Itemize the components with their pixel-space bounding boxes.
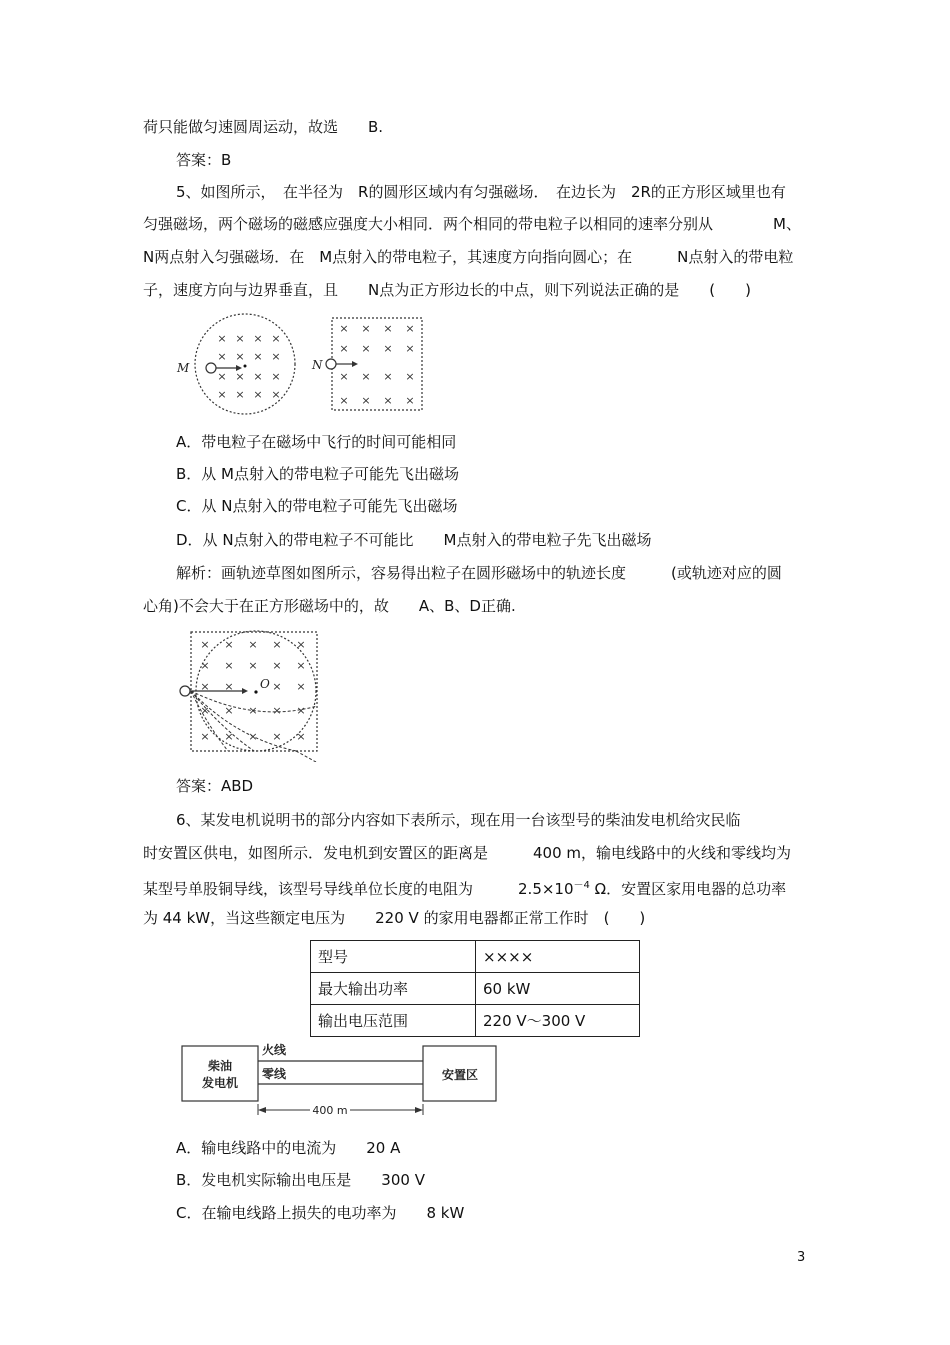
label-o: O [260, 677, 270, 691]
svg-text:×: × [405, 370, 415, 383]
answer-line: 答案：B [176, 151, 232, 169]
question-6-line: 时安置区供电，如图所示．发电机到安置区的距离是 400 m，输电线路中的火线和零线均为 [143, 844, 792, 862]
option-a: A．带电粒子在磁场中飞行的时间可能相同 [176, 433, 457, 451]
text-segment: 某型号单股铜导线，该型号导线单位长度的电阻为 2.5×10 [143, 880, 574, 898]
question-5-line: 匀强磁场，两个磁场的磁感应强度大小相同．两个相同的带电粒子以相同的速率分别从 M、 [143, 215, 801, 233]
table-cell: 60 kW [476, 973, 640, 1005]
figure-magnetic-fields [172, 312, 434, 416]
svg-text:×: × [224, 704, 234, 717]
svg-text:×: × [361, 394, 371, 407]
svg-text:×: × [296, 659, 306, 672]
svg-text:×: × [383, 342, 393, 355]
text-segment: Ω．安置区家用电器的总功率 [589, 880, 787, 898]
svg-text:×: × [405, 322, 415, 335]
table-cell: 220 V～300 V [476, 1005, 640, 1037]
svg-text:×: × [253, 370, 263, 383]
table-cell: 型号 [311, 941, 476, 973]
table-cell: 最大输出功率 [311, 973, 476, 1005]
svg-text:×: × [339, 394, 349, 407]
svg-text:×: × [200, 730, 210, 743]
zone-label: 安置区 [441, 1068, 479, 1082]
svg-text:×: × [200, 638, 210, 651]
figure-trajectories [176, 628, 326, 762]
svg-text:×: × [383, 370, 393, 383]
svg-text:×: × [235, 370, 245, 383]
svg-text:×: × [248, 659, 258, 672]
svg-text:×: × [339, 342, 349, 355]
svg-text:×: × [224, 680, 234, 693]
svg-text:×: × [200, 659, 210, 672]
svg-text:×: × [271, 370, 281, 383]
svg-text:×: × [253, 350, 263, 363]
svg-text:×: × [405, 394, 415, 407]
svg-text:×: × [217, 332, 227, 345]
question-5-line: 5、如图所示， 在半径为 R的圆形区域内有匀强磁场． 在边长为 2R的正方形区域里也有 [176, 183, 786, 201]
answer-line: 答案：ABD [176, 777, 254, 795]
figure-circuit [180, 1040, 500, 1120]
label-m: M [177, 361, 190, 375]
neutral-wire-label: 零线 [262, 1067, 287, 1081]
svg-text:×: × [361, 370, 371, 383]
svg-text:×: × [361, 322, 371, 335]
svg-text:×: × [248, 638, 258, 651]
svg-text:×: × [200, 680, 210, 693]
svg-text:×: × [224, 730, 234, 743]
svg-text:×: × [235, 388, 245, 401]
svg-text:×: × [235, 332, 245, 345]
generator-label: 发电机 [201, 1076, 239, 1090]
svg-text:×: × [296, 680, 306, 693]
distance-label: 400 m [312, 1104, 348, 1117]
svg-text:×: × [217, 350, 227, 363]
solution-line: 解析：画轨迹草图如图所示，容易得出粒子在圆形磁场中的轨迹长度 (或轨迹对应的圆 [176, 564, 782, 582]
svg-text:×: × [272, 659, 282, 672]
svg-text:×: × [383, 394, 393, 407]
svg-text:×: × [272, 704, 282, 717]
svg-text:×: × [200, 704, 210, 717]
question-6-line [143, 876, 786, 899]
page-number: 3 [797, 1250, 806, 1265]
option-c: C．从 N点射入的带电粒子可能先飞出磁场 [176, 497, 458, 515]
svg-text:×: × [272, 730, 282, 743]
option-c: C．在输电线路上损失的电功率为 8 kW [176, 1204, 465, 1222]
svg-text:×: × [224, 638, 234, 651]
svg-text:×: × [253, 388, 263, 401]
svg-text:×: × [339, 370, 349, 383]
table-row [311, 973, 640, 1005]
svg-text:×: × [361, 342, 371, 355]
solution-line: 心角)不会大于在正方形磁场中的，故 A、B、D正确. [143, 597, 516, 615]
table-row [311, 941, 640, 973]
svg-text:×: × [248, 704, 258, 717]
svg-text:×: × [405, 342, 415, 355]
svg-text:×: × [217, 370, 227, 383]
svg-text:×: × [296, 730, 306, 743]
svg-text:×: × [272, 638, 282, 651]
question-5-line: 子，速度方向与边界垂直，且 N点为正方形边长的中点，则下列说法正确的是 ( ) [143, 281, 751, 299]
svg-text:×: × [235, 350, 245, 363]
question-6-line: 6、某发电机说明书的部分内容如下表所示，现在用一台该型号的柴油发电机给灾民临 [176, 811, 741, 829]
svg-text:×: × [271, 350, 281, 363]
svg-text:×: × [248, 730, 258, 743]
table-cell: 输出电压范围 [311, 1005, 476, 1037]
table-cell: ×××× [476, 941, 640, 973]
option-d: D．从 N点射入的带电粒子不可能比 M点射入的带电粒子先飞出磁场 [176, 531, 652, 549]
svg-text:×: × [272, 680, 282, 693]
option-b: B．从 M点射入的带电粒子可能先飞出磁场 [176, 465, 460, 483]
option-b: B．发电机实际输出电压是 300 V [176, 1171, 425, 1189]
spec-table [310, 940, 640, 1037]
text-line: 荷只能做匀速圆周运动，故选 B. [143, 118, 384, 136]
exponent: －4 [573, 880, 590, 891]
live-wire-label: 火线 [262, 1043, 287, 1057]
svg-text:×: × [271, 332, 281, 345]
table-row [311, 1005, 640, 1037]
generator-label: 柴油 [207, 1059, 233, 1073]
svg-text:×: × [253, 332, 263, 345]
svg-text:×: × [271, 388, 281, 401]
svg-text:×: × [217, 388, 227, 401]
svg-text:×: × [296, 638, 306, 651]
option-a: A．输电线路中的电流为 20 A [176, 1139, 401, 1157]
svg-text:×: × [383, 322, 393, 335]
question-5-line: N两点射入匀强磁场．在 M点射入的带电粒子，其速度方向指向圆心；在 N点射入的带电粒 [143, 248, 794, 266]
svg-text:×: × [339, 322, 349, 335]
svg-text:×: × [296, 704, 306, 717]
question-6-line: 为 44 kW，当这些额定电压为 220 V 的家用电器都正常工作时 ( ) [143, 909, 646, 927]
svg-text:×: × [224, 659, 234, 672]
label-n: N [312, 358, 323, 372]
